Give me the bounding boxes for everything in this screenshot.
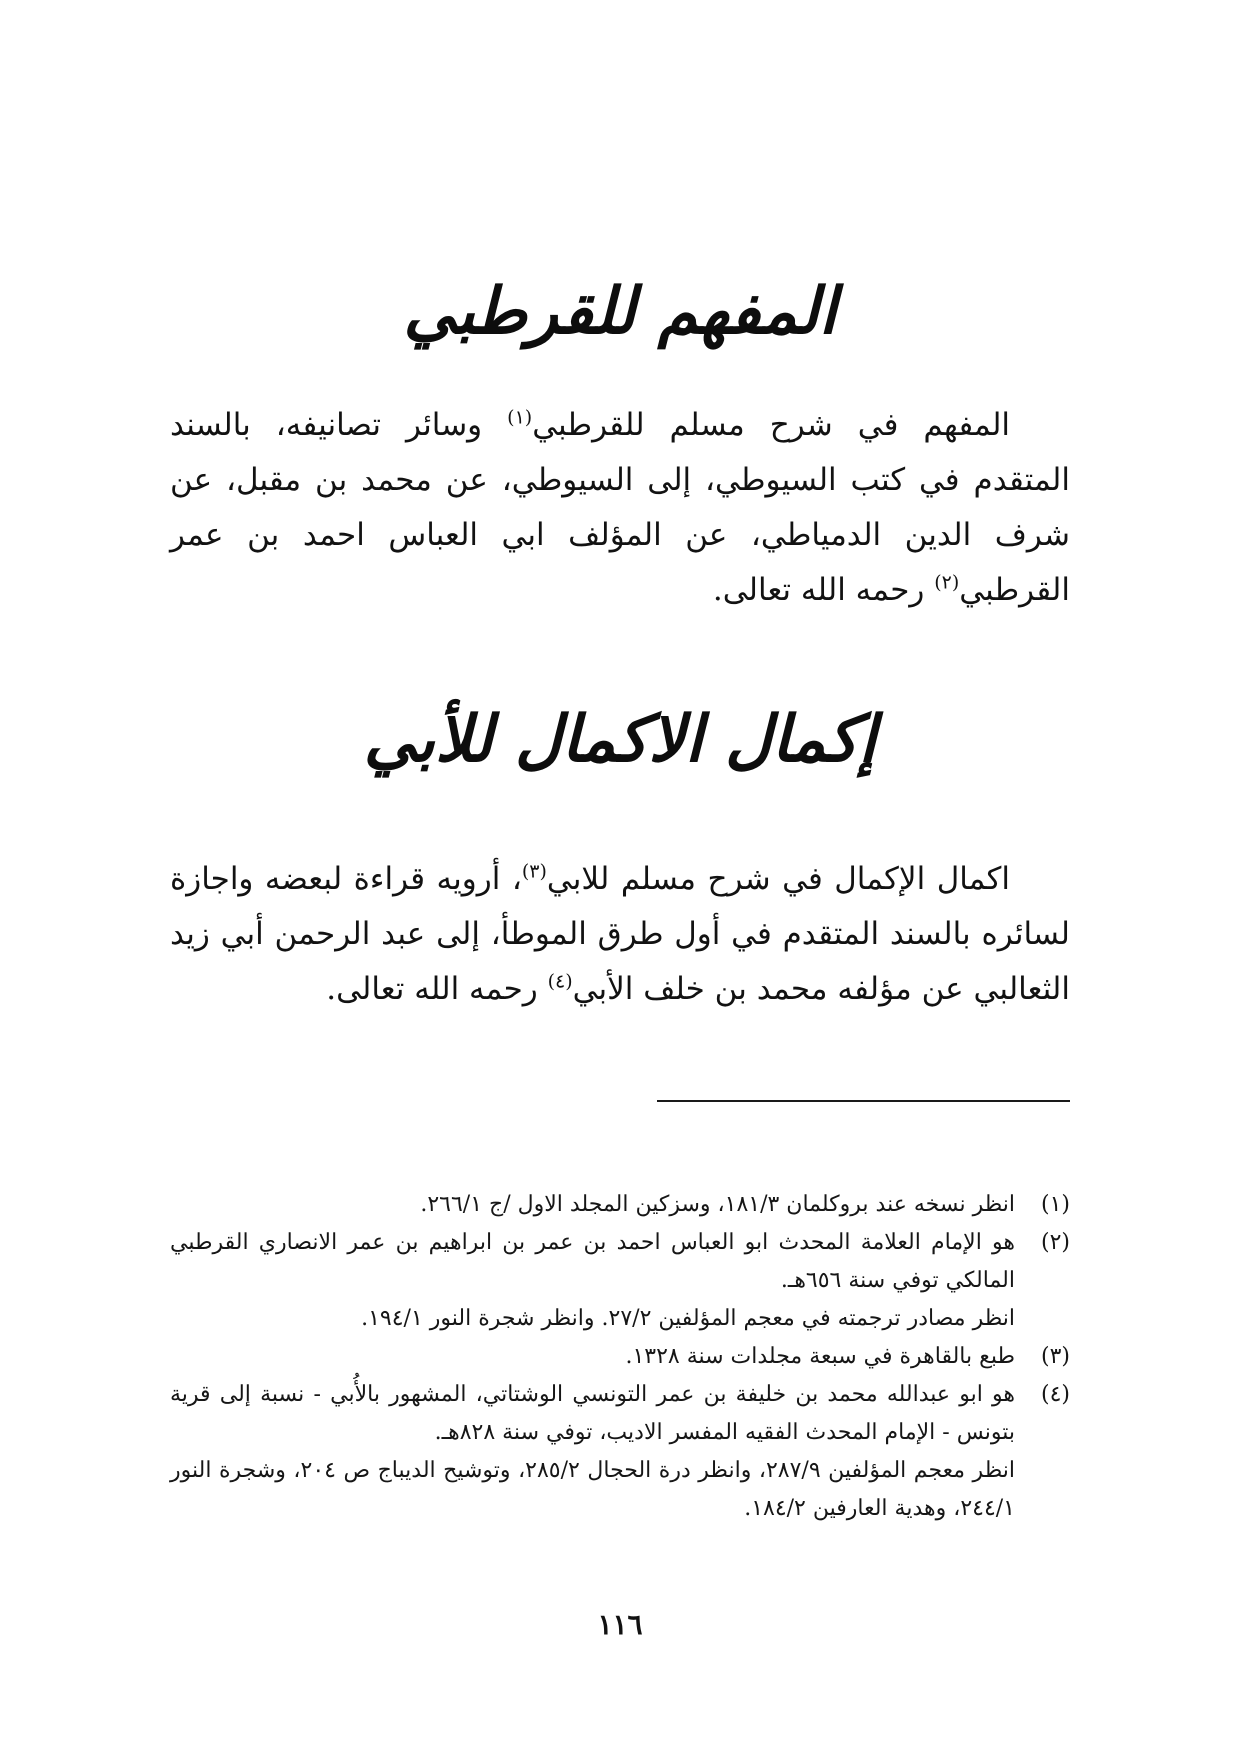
paragraph-text: وسائر تصانيفه، بالسند المتقدم في كتب السيوطي، إلى السيوطي، عن محمد بن مقبل، عن شرف الدين الدمياطي، عن المؤلف ابي العباس احمد بن عمر القرطبي [170, 407, 1070, 608]
paragraph-text: المفهم في شرح مسلم للقرطبي [532, 407, 1010, 443]
section-title-mufhim: المفهم للقرطبي [403, 274, 837, 349]
footnote-body [170, 1376, 1015, 1528]
footnote-body [170, 1186, 1015, 1224]
section-title-ikmal: إكمال الاكمال للأبي [363, 702, 877, 777]
footnote-line: هو الإمام العلامة المحدث ابو العباس احمد بن عمر بن ابراهيم بن عمر الانصاري القرطبي المالكي توفي سنة ٦٥٦هـ. [170, 1230, 1015, 1293]
footnote-item [170, 1338, 1070, 1376]
footnote-item [170, 1224, 1070, 1338]
footnote-number: (١) [1040, 1192, 1070, 1217]
footnote-ref-2[interactable]: (٢) [934, 571, 960, 594]
paragraph-text: اكمال الإكمال في شرح مسلم للابي [546, 861, 1010, 897]
footnote-line: طبع بالقاهرة في سبعة مجلدات سنة ١٣٢٨. [625, 1344, 1015, 1369]
footnotes-list [170, 1186, 1070, 1528]
footnote-line: انظر نسخه عند بروكلمان ١٨١/٣، وسزكين المجلد الاول /ج ٢٦٦/١. [420, 1192, 1015, 1217]
footnote-line: انظر معجم المؤلفين ٢٨٧/٩، وانظر درة الحجال ٢٨٥/٢، وتوشيح الديباج ص ٢٠٤، وشجرة النور ٢٤٤/١، وهدية العارفين ١٨٤/٢. [170, 1458, 1015, 1521]
footnote-number: (٣) [1040, 1344, 1070, 1369]
footnote-number: (٤) [1040, 1382, 1070, 1407]
footnote-item [170, 1376, 1070, 1528]
footnote-line: انظر مصادر ترجمته في معجم المؤلفين ٢٧/٢. وانظر شجرة النور ١٩٤/١. [361, 1306, 1015, 1331]
footnote-number: (٢) [1040, 1230, 1070, 1255]
paragraph-text: رحمه الله تعالى. [712, 572, 935, 608]
footnote-ref-1[interactable]: (١) [507, 406, 533, 429]
footnote-ref-4[interactable]: (٤) [547, 970, 573, 993]
footnote-line: هو ابو عبدالله محمد بن خليفة بن عمر التونسي الوشتاتي، المشهور بالأُبي - نسبة إلى قرية بتونس - الإمام المحدث الفقيه المفسر الاديب، توفي سنة ٨٢٨هـ. [170, 1382, 1015, 1445]
footnote-body [170, 1338, 1015, 1376]
paragraph-mufhim [170, 398, 1070, 618]
footnote-divider [657, 1100, 1070, 1102]
footnote-body [170, 1224, 1015, 1338]
footnote-item [170, 1186, 1070, 1224]
paragraph-text: ، أرويه قراءة لبعضه واجازة لسائره بالسند المتقدم في أول طرق الموطأ، إلى عبد الرحمن أبي زيد الثعالبي عن مؤلفه محمد بن خلف الأبي [170, 861, 1070, 1007]
paragraph-ikmal [170, 852, 1070, 1017]
page-number: ١١٦ [597, 1608, 643, 1641]
footnote-ref-3[interactable]: (٣) [521, 860, 547, 883]
paragraph-text: رحمه الله تعالى. [326, 971, 548, 1007]
